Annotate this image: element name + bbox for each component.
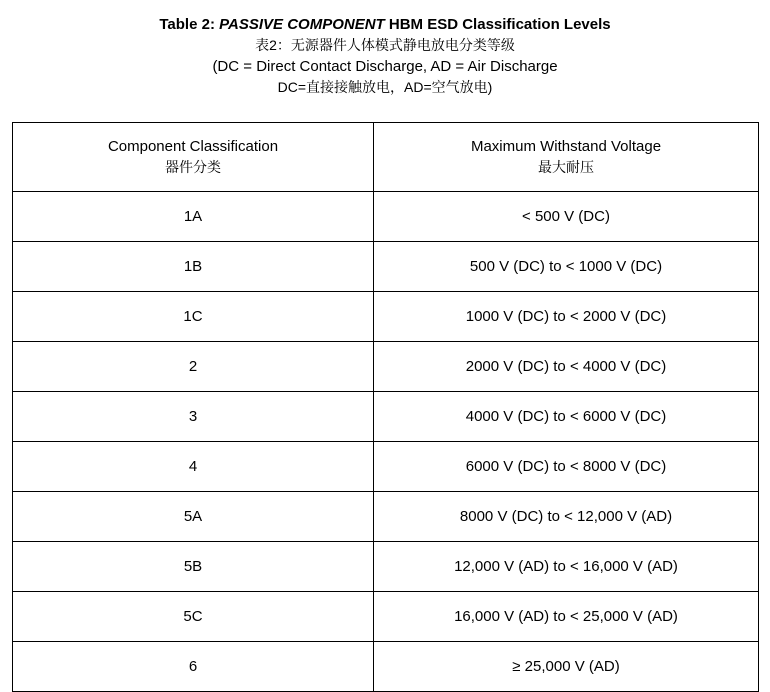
table-row (13, 642, 759, 692)
cell-classification: 5C (13, 592, 374, 642)
table-caption (0, 0, 770, 98)
table-row (13, 292, 759, 342)
table-row (13, 392, 759, 442)
table-header-row (13, 123, 759, 192)
table-row (13, 492, 759, 542)
caption-title-italic: PASSIVE COMPONENT (219, 16, 385, 33)
cell-classification: 1C (13, 292, 374, 342)
caption-line-title (0, 14, 770, 35)
table-row (13, 442, 759, 492)
header-component-classification (13, 123, 374, 192)
cell-voltage: 12,000 V (AD) to < 16,000 V (AD) (374, 542, 759, 592)
cell-voltage: 16,000 V (AD) to < 25,000 V (AD) (374, 592, 759, 642)
caption-line-legend-cn: DC=直接接触放电，AD=空气放电) (277, 79, 493, 95)
table-row (13, 342, 759, 392)
cell-classification: 1A (13, 192, 374, 242)
esd-classification-table (12, 122, 759, 692)
cell-voltage: 2000 V (DC) to < 4000 V (DC) (374, 342, 759, 392)
caption-line-legend-en: (DC = Direct Contact Discharge, AD = Air Discharge (212, 58, 558, 75)
caption-title-suffix: HBM ESD Classification Levels (384, 16, 611, 33)
header-component-classification-cn: 器件分类 (165, 159, 221, 175)
table-row (13, 192, 759, 242)
cell-voltage: ≥ 25,000 V (AD) (374, 642, 759, 692)
caption-title-prefix: Table 2: (159, 16, 220, 33)
cell-classification: 2 (13, 342, 374, 392)
table-row (13, 592, 759, 642)
cell-voltage: 8000 V (DC) to < 12,000 V (AD) (374, 492, 759, 542)
cell-classification: 5A (13, 492, 374, 542)
header-maximum-withstand-voltage-en: Maximum Withstand Voltage (470, 138, 662, 155)
cell-classification: 5B (13, 542, 374, 592)
table-header (13, 123, 759, 192)
cell-voltage: 6000 V (DC) to < 8000 V (DC) (374, 442, 759, 492)
cell-classification: 6 (13, 642, 374, 692)
table-row (13, 242, 759, 292)
header-component-classification-en: Component Classification (107, 138, 279, 155)
header-maximum-withstand-voltage-cn: 最大耐压 (538, 159, 594, 175)
cell-voltage: < 500 V (DC) (374, 192, 759, 242)
cell-classification: 4 (13, 442, 374, 492)
table-body (13, 192, 759, 692)
cell-voltage: 1000 V (DC) to < 2000 V (DC) (374, 292, 759, 342)
esd-table-container (12, 122, 758, 692)
header-maximum-withstand-voltage (374, 123, 759, 192)
cell-classification: 1B (13, 242, 374, 292)
cell-voltage: 500 V (DC) to < 1000 V (DC) (374, 242, 759, 292)
cell-voltage: 4000 V (DC) to < 6000 V (DC) (374, 392, 759, 442)
caption-line-chinese-title: 表2：无源器件人体模式静电放电分类等级 (255, 37, 515, 53)
table-row (13, 542, 759, 592)
cell-classification: 3 (13, 392, 374, 442)
